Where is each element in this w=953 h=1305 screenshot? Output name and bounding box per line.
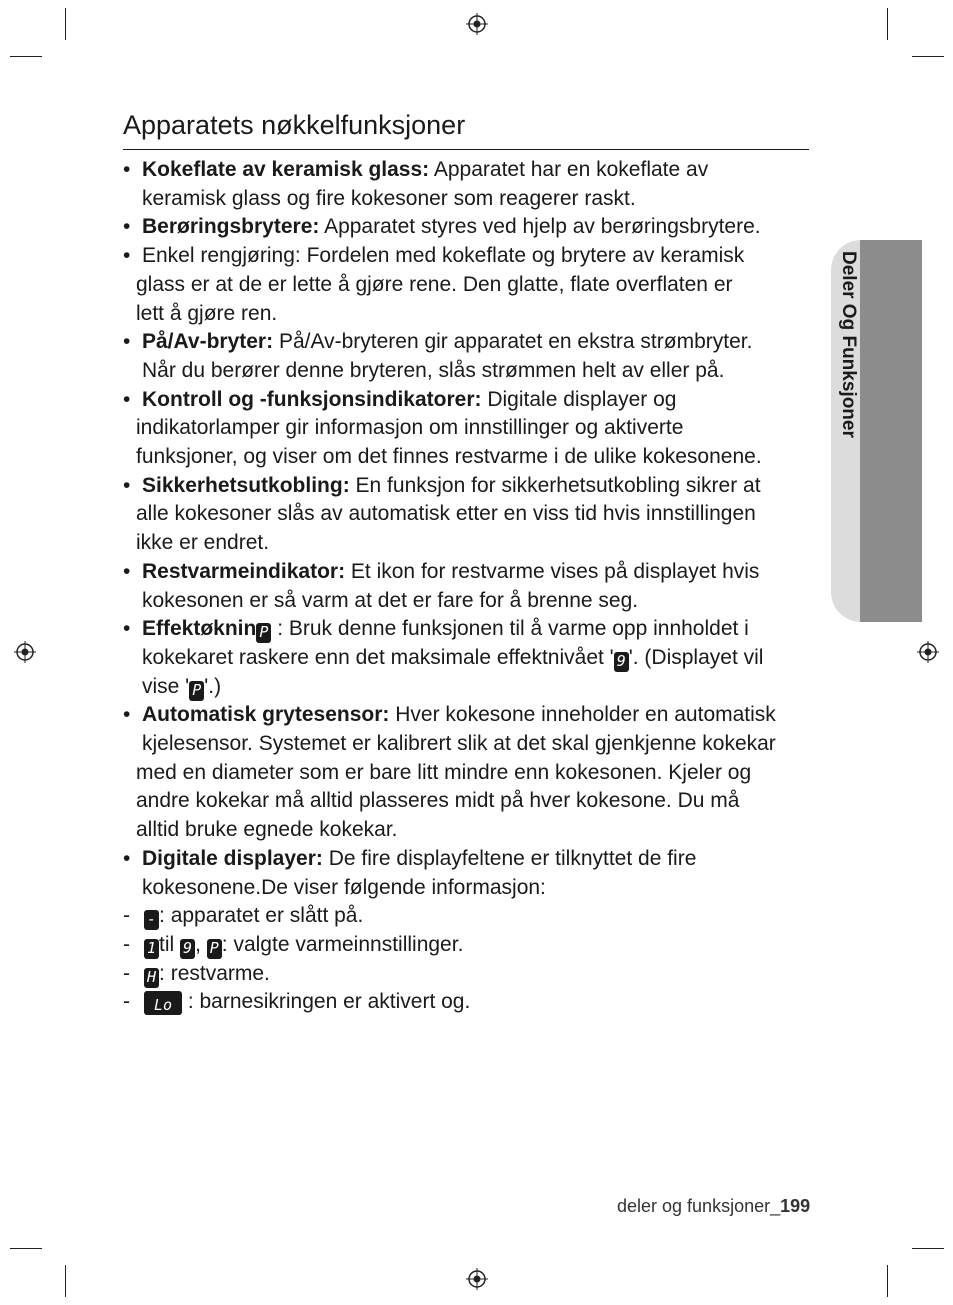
display-state-row: - 1 til 9 , P : valgte varmeinnstillinger. bbox=[123, 932, 464, 957]
crop-mark bbox=[912, 1248, 944, 1249]
crop-mark bbox=[10, 56, 42, 57]
crop-mark bbox=[65, 8, 66, 40]
registration-mark-icon bbox=[466, 1268, 488, 1290]
crop-mark bbox=[887, 1265, 888, 1297]
segment-display-icon: 1 bbox=[144, 939, 159, 959]
crop-mark bbox=[65, 1265, 66, 1297]
crop-mark bbox=[887, 8, 888, 40]
list-item: • Restvarmeindikator: Et ikon for restvarme vises på displayet hvis kokesonen er så varm at det er fare for å brenne seg. bbox=[123, 559, 760, 612]
title-divider bbox=[123, 149, 809, 150]
side-tab-accent bbox=[860, 240, 922, 622]
segment-display-icon: - bbox=[144, 910, 159, 930]
segment-display-icon: P bbox=[256, 623, 271, 643]
display-state-row: - Lo : barnesikringen er aktivert og. bbox=[123, 990, 471, 1015]
segment-display-icon: P bbox=[189, 681, 204, 701]
list-item: • På/Av-bryter: På/Av-bryteren gir apparatet en ekstra strømbryter. Når du berører denne bryteren, slås strømmen helt av eller på. bbox=[123, 330, 753, 382]
display-state-row: - H : restvarme. bbox=[123, 961, 270, 986]
segment-display-icon: 9 bbox=[614, 652, 629, 672]
list-item: • Effektøknin P : Bruk denne funksjonen til å varme opp innholdet i kokekaret raskere enn det maksimale effektnivået ' 9 '. (Displayet vil vise ' P '.) bbox=[123, 617, 764, 699]
list-item: • Berøringsbrytere: Apparatet styres ved hjelp av berøringsbrytere. bbox=[123, 215, 761, 239]
list-item: • Enkel rengjøring: Fordelen med kokeflate og brytere av keramisk glass er at de er lette å gjøre rene. Den glatte, flate overflaten er lett å gjøre ren. bbox=[123, 244, 745, 325]
page-number: 199 bbox=[780, 1196, 811, 1216]
segment-display-icon: Lo bbox=[144, 991, 182, 1015]
display-state-row: - - : apparatet er slått på. bbox=[123, 904, 364, 929]
list-item: • Automatisk grytesensor: Hver kokesone inneholder en automatisk kjelesensor. Systemet er kalibrert slik at det skal gjenkjenne kokekar med en diameter som er bare litt mindre enn kokesonen. Kjeler og andre kokekar må alltid plasseres midt på hver kokesone. Du må alltid bruke egnede kokekar. bbox=[123, 703, 776, 842]
crop-mark bbox=[10, 1248, 42, 1249]
segment-display-icon: P bbox=[207, 939, 222, 959]
registration-mark-icon bbox=[917, 641, 939, 663]
side-tab-label: Deler Og Funksjoner bbox=[838, 251, 859, 438]
list-item: • Kokeflate av keramisk glass: Apparatet har en kokeflate av keramisk glass og fire kokesoner som reagerer raskt. bbox=[123, 158, 709, 210]
list-item: • Sikkerhetsutkobling: En funksjon for sikkerhetsutkobling sikrer at alle kokesoner slås av automatisk etter en viss tid hvis innstillingen ikke er endret. bbox=[123, 473, 761, 555]
list-item: • Kontroll og -funksjonsindikatorer: Digitale displayer og indikatorlamper gir informasjon om innstillinger og aktiverte funksjoner, og viser om det finnes restvarme i de ulike kokesonene. bbox=[123, 387, 762, 469]
segment-display-icon: 9 bbox=[180, 939, 195, 959]
list-item: • Digitale displayer: De fire displayfeltene er tilknyttet de fire kokesonene.De viser følgende informasjon: bbox=[123, 846, 697, 899]
segment-display-icon: H bbox=[144, 968, 159, 988]
feature-list bbox=[123, 156, 843, 1017]
page-title: Apparatets nøkkelfunksjoner bbox=[123, 110, 466, 140]
crop-mark bbox=[912, 56, 944, 57]
registration-mark-icon bbox=[466, 13, 488, 35]
registration-mark-icon bbox=[14, 641, 36, 663]
page-footer: deler og funksjoner_199 bbox=[617, 1196, 811, 1216]
